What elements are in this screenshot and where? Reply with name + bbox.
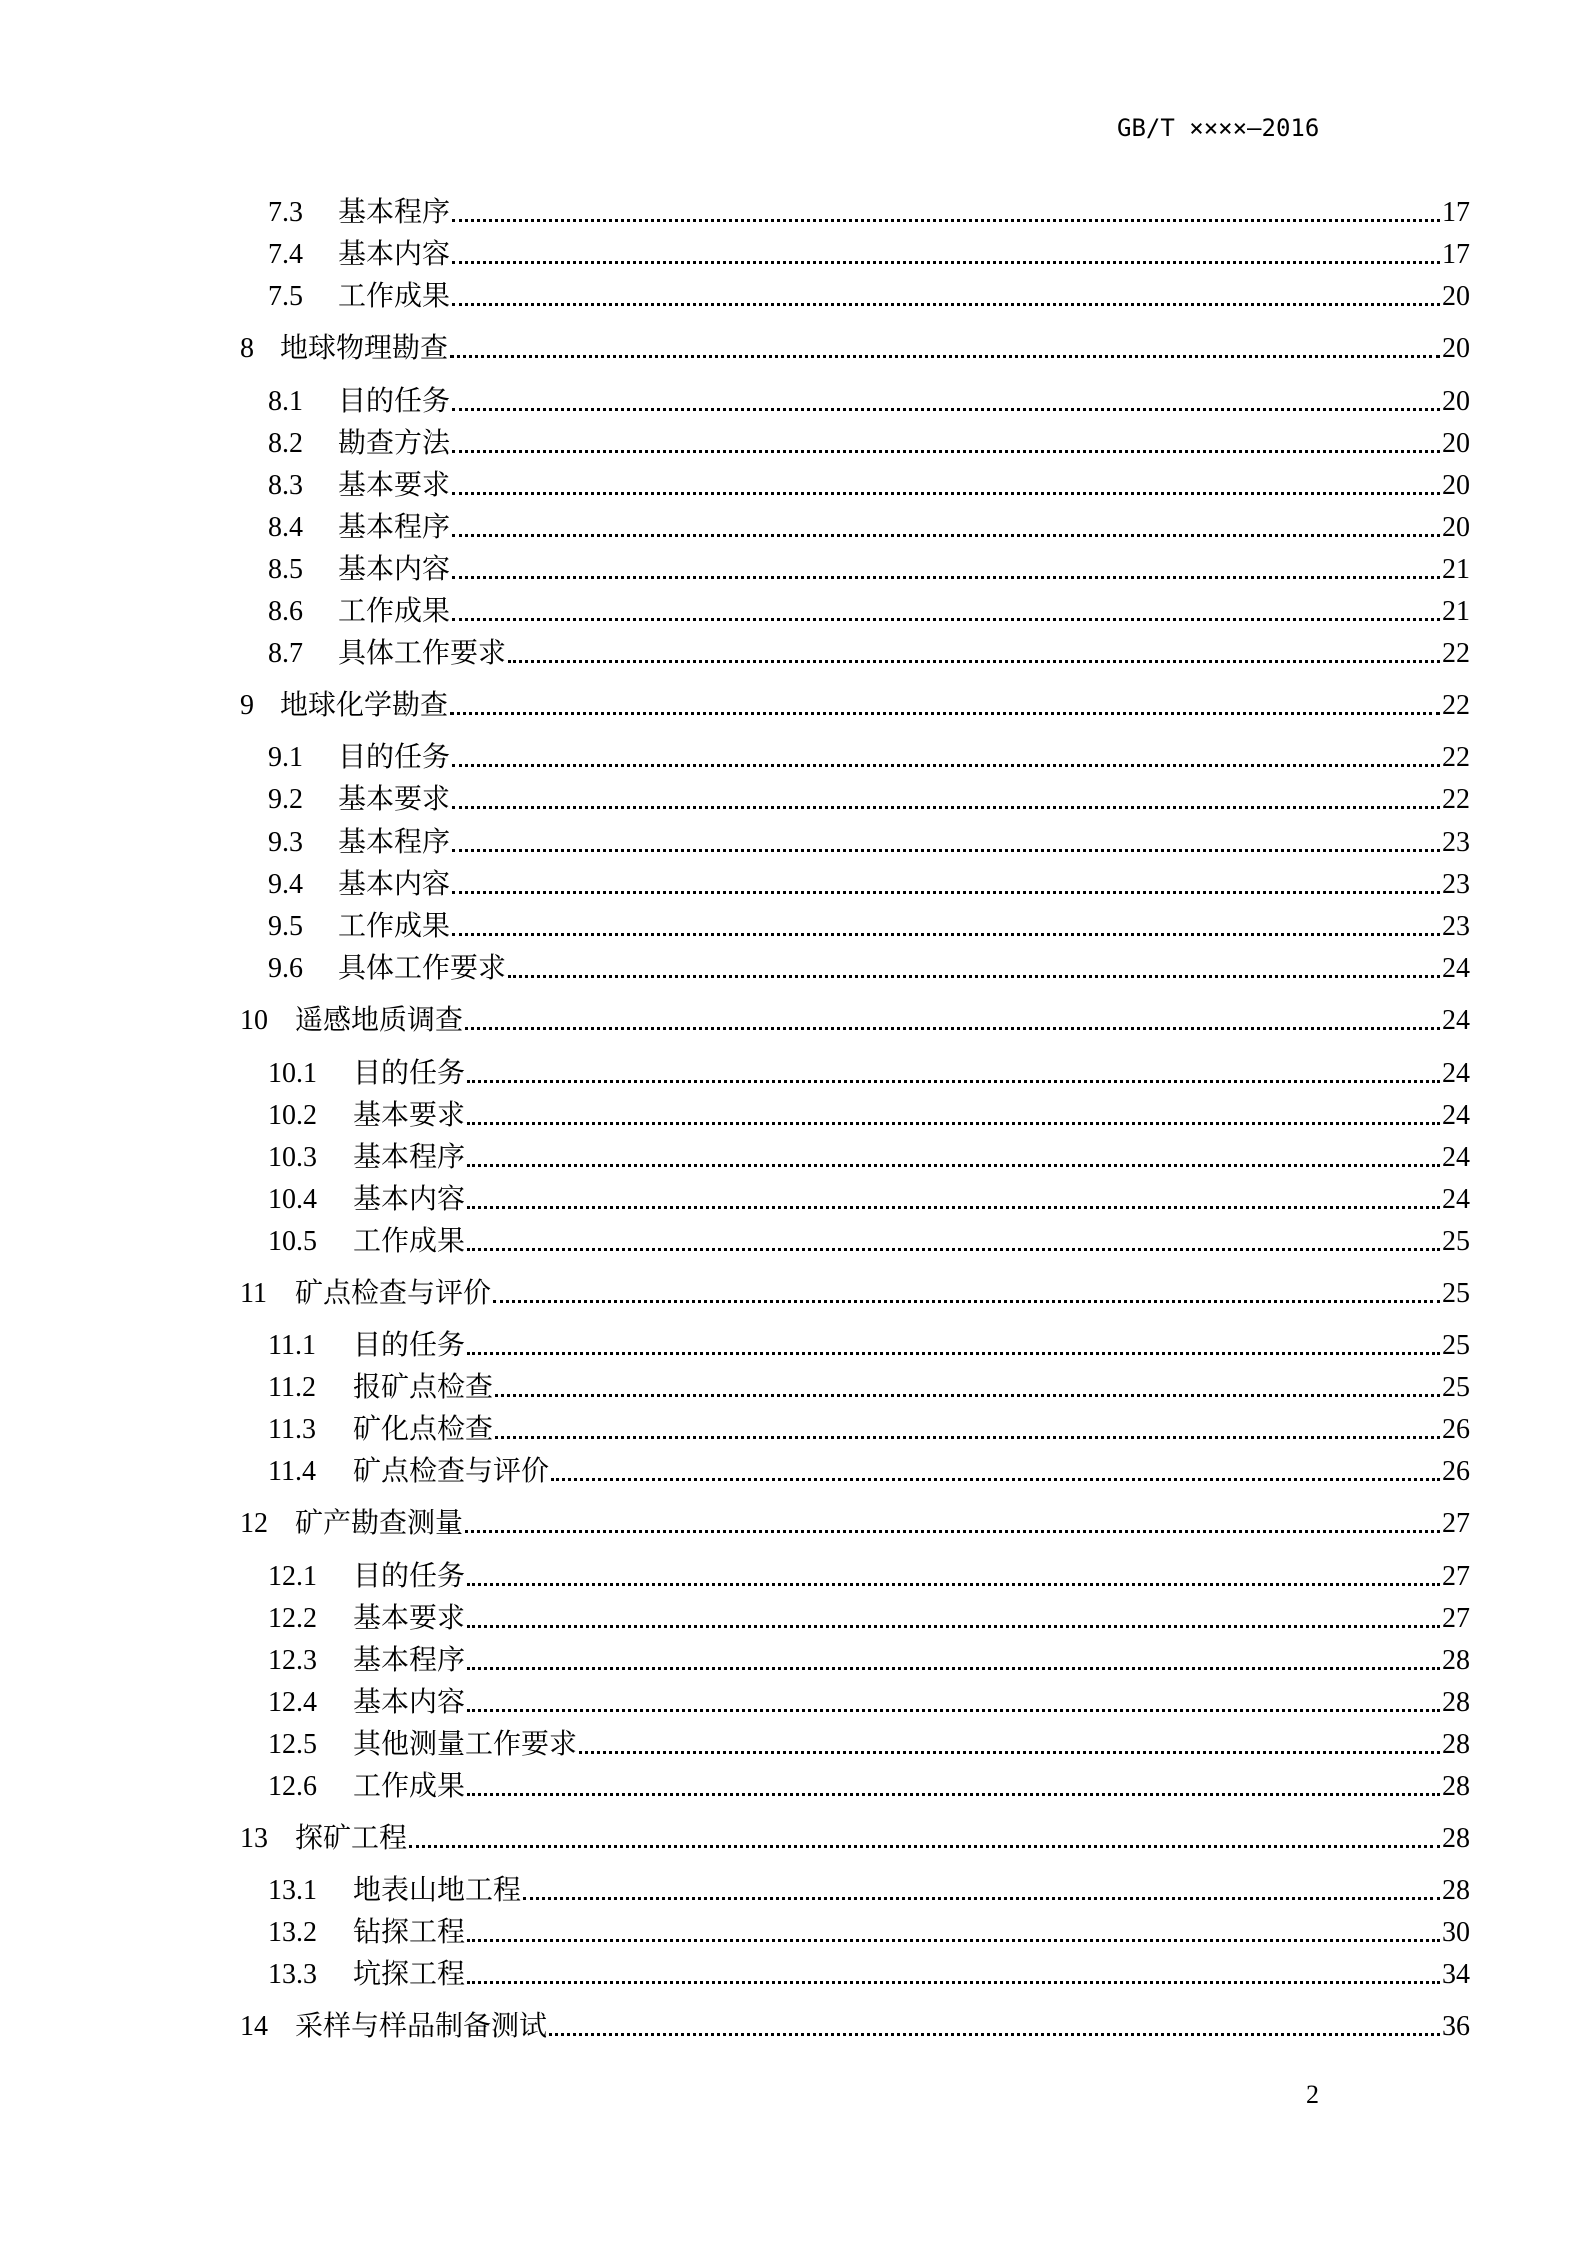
toc-entry-number: 8.4 <box>268 512 303 543</box>
document-header-standard-code: GB/T ××××—2016 <box>1117 114 1320 142</box>
toc-entry-number: 8.6 <box>268 596 303 627</box>
toc-entry-number: 13.3 <box>268 1959 317 1990</box>
dot-leader <box>467 1709 1440 1712</box>
toc-entry-title: 矿点检查与评价 <box>353 1456 550 1487</box>
toc-section-entry[interactable] <box>268 553 1470 587</box>
toc-entry-title: 工作成果 <box>353 1226 466 1257</box>
toc-entry-page-number: 24 <box>1442 1184 1470 1215</box>
toc-entry-number: 12.4 <box>268 1687 317 1718</box>
toc-entry-title: 勘查方法 <box>338 428 451 459</box>
toc-entry-number: 10.4 <box>268 1184 317 1215</box>
toc-entry-number: 12.6 <box>268 1771 317 1802</box>
toc-section-entry[interactable] <box>268 511 1470 545</box>
page-number: 2 <box>1306 2080 1319 2109</box>
toc-entry-number: 11 <box>240 1278 267 1309</box>
toc-section-entry[interactable] <box>268 741 1470 775</box>
toc-entry-page-number: 28 <box>1442 1771 1470 1802</box>
toc-entry-title: 基本要求 <box>353 1100 466 1131</box>
toc-entry-number: 10.1 <box>268 1058 317 1089</box>
dot-leader <box>523 1897 1440 1900</box>
toc-section-entry[interactable] <box>268 1183 1470 1217</box>
toc-entry-number: 9.3 <box>268 827 303 858</box>
toc-entry-number: 13.2 <box>268 1917 317 1948</box>
dot-leader <box>452 576 1440 579</box>
toc-entry-number: 12.2 <box>268 1603 317 1634</box>
toc-entry-page-number: 22 <box>1442 638 1470 669</box>
toc-entry-title: 矿点检查与评价 <box>295 1278 492 1309</box>
dot-leader <box>452 618 1440 621</box>
toc-section-entry[interactable] <box>268 385 1470 419</box>
toc-entry-page-number: 25 <box>1442 1278 1470 1309</box>
dot-leader <box>467 1164 1440 1167</box>
toc-entry-title: 工作成果 <box>338 596 451 627</box>
dot-leader <box>452 933 1440 936</box>
toc-entry-page-number: 22 <box>1442 784 1470 815</box>
toc-entry-number: 13.1 <box>268 1875 317 1906</box>
toc-section-entry[interactable] <box>268 783 1470 817</box>
toc-entry-number: 9.6 <box>268 953 303 984</box>
toc-entry-title: 工作成果 <box>353 1771 466 1802</box>
dot-leader <box>465 1027 1440 1030</box>
toc-entry-page-number: 28 <box>1442 1875 1470 1906</box>
toc-entry-number: 11.2 <box>268 1372 316 1403</box>
toc-entry-number: 11.1 <box>268 1330 316 1361</box>
dot-leader <box>467 1667 1440 1670</box>
dot-leader <box>579 1751 1440 1754</box>
dot-leader <box>493 1300 1440 1303</box>
toc-entry-page-number: 25 <box>1442 1372 1470 1403</box>
toc-entry-title: 基本要求 <box>338 784 451 815</box>
toc-entry-page-number: 36 <box>1442 2011 1470 2042</box>
toc-chapter-entry[interactable] <box>240 332 1470 366</box>
toc-section-entry[interactable] <box>268 910 1470 944</box>
toc-entry-number: 11.3 <box>268 1414 316 1445</box>
toc-entry-number: 12.5 <box>268 1729 317 1760</box>
toc-entry-page-number: 20 <box>1442 386 1470 417</box>
toc-entry-title: 基本内容 <box>338 869 451 900</box>
dot-leader <box>452 806 1440 809</box>
toc-section-entry[interactable] <box>268 196 1470 230</box>
toc-section-entry[interactable] <box>268 238 1470 272</box>
toc-entry-page-number: 20 <box>1442 333 1470 364</box>
dot-leader <box>452 261 1440 264</box>
toc-entry-page-number: 27 <box>1442 1603 1470 1634</box>
dot-leader <box>450 355 1440 358</box>
toc-entry-page-number: 20 <box>1442 281 1470 312</box>
toc-section-entry[interactable] <box>268 1874 1470 1908</box>
toc-section-entry[interactable] <box>268 280 1470 314</box>
dot-leader <box>467 1206 1440 1209</box>
toc-entry-title: 矿化点检查 <box>353 1414 494 1445</box>
toc-entry-number: 8.1 <box>268 386 303 417</box>
toc-entry-title: 基本内容 <box>353 1687 466 1718</box>
toc-section-entry[interactable] <box>268 1099 1470 1133</box>
dot-leader <box>452 450 1440 453</box>
toc-entry-title: 基本程序 <box>338 827 451 858</box>
toc-entry-page-number: 24 <box>1442 953 1470 984</box>
toc-chapter-entry[interactable] <box>240 1822 1470 1856</box>
toc-entry-page-number: 26 <box>1442 1456 1470 1487</box>
toc-entry-page-number: 26 <box>1442 1414 1470 1445</box>
toc-section-entry[interactable] <box>268 1455 1470 1489</box>
toc-entry-page-number: 28 <box>1442 1687 1470 1718</box>
dot-leader <box>508 660 1440 663</box>
toc-entry-number: 9.4 <box>268 869 303 900</box>
toc-entry-title: 探矿工程 <box>295 1823 408 1854</box>
toc-entry-number: 8.7 <box>268 638 303 669</box>
toc-section-entry[interactable] <box>268 826 1470 860</box>
dot-leader <box>508 975 1440 978</box>
toc-section-entry[interactable] <box>268 1602 1470 1636</box>
toc-entry-title: 基本程序 <box>353 1142 466 1173</box>
dot-leader <box>467 1793 1440 1796</box>
toc-entry-title: 基本内容 <box>338 554 451 585</box>
toc-entry-title: 工作成果 <box>338 911 451 942</box>
toc-entry-page-number: 17 <box>1442 197 1470 228</box>
toc-entry-page-number: 34 <box>1442 1959 1470 1990</box>
toc-entry-title: 钻探工程 <box>353 1917 466 1948</box>
dot-leader <box>452 849 1440 852</box>
toc-entry-page-number: 21 <box>1442 554 1470 585</box>
toc-section-entry[interactable] <box>268 1329 1470 1363</box>
toc-entry-title: 地表山地工程 <box>353 1875 522 1906</box>
toc-entry-title: 基本要求 <box>353 1603 466 1634</box>
dot-leader <box>467 1352 1440 1355</box>
toc-entry-title: 报矿点检查 <box>353 1372 494 1403</box>
toc-entry-number: 12.1 <box>268 1561 317 1592</box>
toc-section-entry[interactable] <box>268 1371 1470 1405</box>
toc-entry-title: 基本程序 <box>338 197 451 228</box>
dot-leader <box>467 1122 1440 1125</box>
toc-entry-number: 8.5 <box>268 554 303 585</box>
toc-section-entry[interactable] <box>268 427 1470 461</box>
dot-leader <box>467 1939 1440 1942</box>
toc-entry-page-number: 24 <box>1442 1100 1470 1131</box>
toc-entry-number: 8.3 <box>268 470 303 501</box>
toc-entry-number: 10 <box>240 1005 268 1036</box>
toc-entry-number: 9.5 <box>268 911 303 942</box>
dot-leader <box>467 1625 1440 1628</box>
dot-leader <box>467 1583 1440 1586</box>
toc-entry-page-number: 24 <box>1442 1058 1470 1089</box>
toc-section-entry[interactable] <box>268 1958 1470 1992</box>
dot-leader <box>549 2033 1440 2036</box>
toc-entry-title: 基本内容 <box>353 1184 466 1215</box>
dot-leader <box>450 712 1440 715</box>
toc-entry-page-number: 27 <box>1442 1561 1470 1592</box>
toc-entry-number: 11.4 <box>268 1456 316 1487</box>
dot-leader <box>467 1248 1440 1251</box>
toc-section-entry[interactable] <box>268 1644 1470 1678</box>
toc-section-entry[interactable] <box>268 1686 1470 1720</box>
toc-entry-page-number: 30 <box>1442 1917 1470 1948</box>
toc-chapter-entry[interactable] <box>240 1004 1470 1038</box>
toc-chapter-entry[interactable] <box>240 1277 1470 1311</box>
toc-entry-title: 遥感地质调查 <box>295 1005 464 1036</box>
toc-entry-title: 基本要求 <box>338 470 451 501</box>
toc-entry-number: 7.4 <box>268 239 303 270</box>
toc-entry-title: 目的任务 <box>338 742 451 773</box>
toc-entry-number: 12 <box>240 1508 268 1539</box>
toc-chapter-entry[interactable] <box>240 2010 1470 2044</box>
toc-entry-title: 目的任务 <box>353 1058 466 1089</box>
toc-entry-title: 具体工作要求 <box>338 638 507 669</box>
toc-entry-page-number: 20 <box>1442 470 1470 501</box>
toc-entry-page-number: 20 <box>1442 428 1470 459</box>
toc-entry-number: 13 <box>240 1823 268 1854</box>
toc-entry-page-number: 17 <box>1442 239 1470 270</box>
toc-entry-title: 具体工作要求 <box>338 953 507 984</box>
dot-leader <box>467 1981 1440 1984</box>
toc-section-entry[interactable] <box>268 1413 1470 1447</box>
dot-leader <box>467 1080 1440 1083</box>
toc-entry-number: 10.3 <box>268 1142 317 1173</box>
toc-chapter-entry[interactable] <box>240 1507 1470 1541</box>
toc-entry-page-number: 20 <box>1442 512 1470 543</box>
toc-entry-title: 基本程序 <box>338 512 451 543</box>
toc-entry-title: 地球化学勘查 <box>280 690 449 721</box>
dot-leader <box>452 408 1440 411</box>
toc-entry-page-number: 28 <box>1442 1823 1470 1854</box>
toc-entry-page-number: 25 <box>1442 1226 1470 1257</box>
toc-entry-title: 基本内容 <box>338 239 451 270</box>
toc-entry-title: 工作成果 <box>338 281 451 312</box>
toc-entry-page-number: 24 <box>1442 1005 1470 1036</box>
toc-chapter-entry[interactable] <box>240 689 1470 723</box>
toc-entry-number: 8.2 <box>268 428 303 459</box>
toc-section-entry[interactable] <box>268 1225 1470 1259</box>
dot-leader <box>551 1478 1440 1481</box>
toc-entry-page-number: 22 <box>1442 690 1470 721</box>
toc-entry-page-number: 23 <box>1442 911 1470 942</box>
toc-entry-page-number: 23 <box>1442 827 1470 858</box>
toc-entry-page-number: 28 <box>1442 1645 1470 1676</box>
toc-entry-number: 8 <box>240 333 254 364</box>
toc-entry-title: 矿产勘查测量 <box>295 1508 464 1539</box>
toc-entry-title: 目的任务 <box>353 1330 466 1361</box>
toc-section-entry[interactable] <box>268 637 1470 671</box>
toc-entry-page-number: 22 <box>1442 742 1470 773</box>
toc-entry-title: 目的任务 <box>338 386 451 417</box>
toc-entry-number: 9.1 <box>268 742 303 773</box>
toc-section-entry[interactable] <box>268 1728 1470 1762</box>
toc-entry-number: 9.2 <box>268 784 303 815</box>
dot-leader <box>409 1845 1440 1848</box>
toc-entry-page-number: 23 <box>1442 869 1470 900</box>
toc-entry-title: 采样与样品制备测试 <box>295 2011 548 2042</box>
toc-entry-title: 其他测量工作要求 <box>353 1729 578 1760</box>
toc-entry-number: 7.5 <box>268 281 303 312</box>
toc-section-entry[interactable] <box>268 1141 1470 1175</box>
toc-section-entry[interactable] <box>268 868 1470 902</box>
dot-leader <box>495 1394 1440 1397</box>
dot-leader <box>452 891 1440 894</box>
dot-leader <box>452 534 1440 537</box>
toc-section-entry[interactable] <box>268 1057 1470 1091</box>
toc-section-entry[interactable] <box>268 1770 1470 1804</box>
toc-entry-number: 10.5 <box>268 1226 317 1257</box>
toc-entry-page-number: 21 <box>1442 596 1470 627</box>
toc-section-entry[interactable] <box>268 595 1470 629</box>
toc-entry-title: 基本程序 <box>353 1645 466 1676</box>
toc-entry-page-number: 28 <box>1442 1729 1470 1760</box>
toc-entry-page-number: 25 <box>1442 1330 1470 1361</box>
dot-leader <box>452 764 1440 767</box>
toc-section-entry[interactable] <box>268 1916 1470 1950</box>
toc-entry-title: 目的任务 <box>353 1561 466 1592</box>
toc-entry-page-number: 27 <box>1442 1508 1470 1539</box>
toc-entry-number: 9 <box>240 690 254 721</box>
toc-section-entry[interactable] <box>268 952 1470 986</box>
toc-entry-title: 坑探工程 <box>353 1959 466 1990</box>
dot-leader <box>495 1436 1440 1439</box>
toc-entry-number: 12.3 <box>268 1645 317 1676</box>
dot-leader <box>452 492 1440 495</box>
dot-leader <box>452 303 1440 306</box>
toc-section-entry[interactable] <box>268 469 1470 503</box>
toc-entry-number: 7.3 <box>268 197 303 228</box>
dot-leader <box>452 219 1440 222</box>
toc-section-entry[interactable] <box>268 1560 1470 1594</box>
toc-entry-page-number: 24 <box>1442 1142 1470 1173</box>
toc-entry-number: 14 <box>240 2011 268 2042</box>
dot-leader <box>465 1530 1440 1533</box>
toc-entry-title: 地球物理勘查 <box>280 333 449 364</box>
toc-entry-number: 10.2 <box>268 1100 317 1131</box>
